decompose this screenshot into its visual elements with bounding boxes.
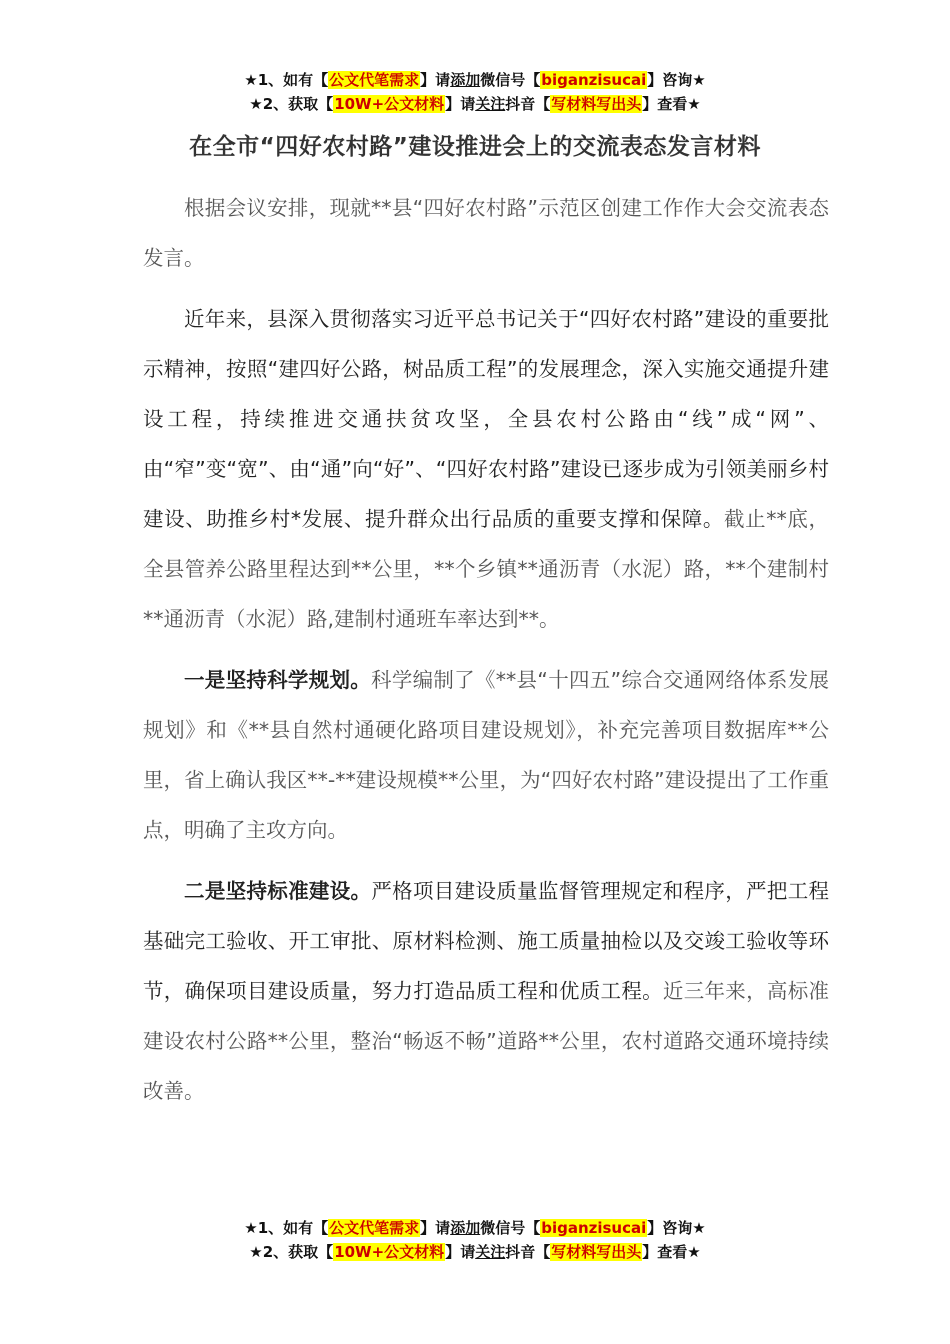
promo-text: 】请 (445, 1243, 476, 1261)
promo-text: 】请 (445, 95, 476, 113)
promo-banner-bottom (0, 1216, 950, 1264)
promo-text: 】请 (420, 1219, 451, 1237)
promo-emphasis: 关注 (475, 95, 506, 113)
paragraph-text: 严格项目建设质量监督管理规定和程序，严把工程基础完工验收、开工审批、原材料检测、施工质量抽检以及交竣工验收等环节，确保项目建设质量，努力打造品质工程和优质工程。 (143, 879, 830, 1003)
promo-emphasis: 添加 (450, 71, 481, 89)
promo-text: ★1、如有【 (244, 1219, 329, 1237)
promo-text: 】请 (420, 71, 451, 89)
promo-highlight: 公文代笔需求 (329, 1219, 420, 1237)
promo-banner-top (0, 68, 950, 116)
promo-text: 】查看★ (642, 95, 701, 113)
promo-line-2 (0, 92, 950, 116)
promo-emphasis: 添加 (450, 1219, 481, 1237)
paragraph-construction (143, 866, 829, 1116)
promo-line-1 (0, 1216, 950, 1240)
promo-douyin-id: 写材料写出头 (551, 1243, 642, 1261)
promo-highlight: 公文代笔需求 (329, 71, 420, 89)
paragraph-text: 科学编制了《**县“十四五”综合交通网络体系发展规划》和《**县自然村通硬化路项目建设规划》，补充完善项目数据库**公里，省上确认我区**-**建设规模**公里，为“四好农村路”建设提出了工作重点，明确了主攻方向。 (143, 668, 829, 842)
promo-wechat-id: biganzisucai (541, 71, 647, 89)
promo-text: 抖音【 (505, 95, 551, 113)
promo-emphasis: 关注 (475, 1243, 506, 1261)
promo-text: 】咨询★ (647, 71, 706, 89)
promo-text: 微信号【 (480, 1219, 541, 1237)
promo-douyin-id: 写材料写出头 (551, 95, 642, 113)
promo-text: 】查看★ (642, 1243, 701, 1261)
paragraph-tail: 近三年来，高标准建设农村公路**公里，整治“畅返不畅”道路**公里，农村道路交通环境持续改善。 (143, 979, 829, 1103)
paragraph-heading: 二是坚持标准建设。 (184, 879, 372, 903)
promo-line-2 (0, 1240, 950, 1264)
paragraph-overview (143, 294, 829, 644)
promo-wechat-id: biganzisucai (541, 1219, 647, 1237)
promo-text: 微信号【 (480, 71, 541, 89)
document-title: 在全市“四好农村路”建设推进会上的交流表态发言材料 (189, 134, 761, 160)
promo-text: 抖音【 (505, 1243, 551, 1261)
paragraph-intro (143, 183, 829, 283)
paragraph-text: 根据会议安排，现就**县“四好农村路”示范区创建工作作大会交流表态发言。 (143, 196, 829, 270)
paragraph-tail: 截止**底，全县管养公路里程达到**公里，**个乡镇**通沥青（水泥）路，**个建制村**通沥青（水泥）路,建制村通班车率达到**。 (143, 507, 829, 631)
promo-text: ★2、获取【 (249, 1243, 334, 1261)
promo-highlight: 10W+公文材料 (334, 95, 445, 113)
promo-text: 】咨询★ (647, 1219, 706, 1237)
promo-text: ★2、获取【 (249, 95, 334, 113)
document-body (143, 183, 829, 1127)
promo-text: ★1、如有【 (244, 71, 329, 89)
promo-highlight: 10W+公文材料 (334, 1243, 445, 1261)
paragraph-heading: 一是坚持科学规划。 (184, 668, 372, 692)
paragraph-text: 近年来，县深入贯彻落实习近平总书记关于“四好农村路”建设的重要批示精神，按照“建四好公路，树品质工程”的发展理念，深入实施交通提升建设工程，持续推进交通扶贫攻坚，全县农村公路由“线”成“网”、由“窄”变“宽”、由“通”向“好”、“四好农村路”建设已逐步成为引领美丽乡村建设、助推乡村*发展、提升群众出行品质的重要支撑和保障。 (143, 307, 829, 531)
paragraph-planning (143, 655, 829, 855)
promo-line-1 (0, 68, 950, 92)
